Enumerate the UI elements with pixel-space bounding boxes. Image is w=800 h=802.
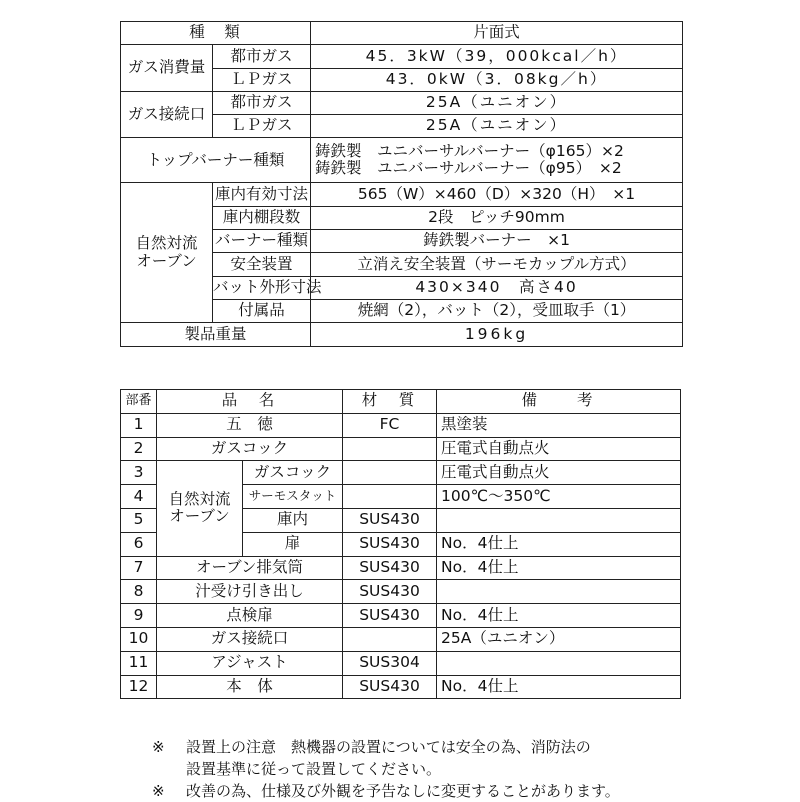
- top-burner-line: 鋳鉄製 ユニバーサルバーナー（φ95） ×2: [315, 159, 622, 178]
- note-continuation: 設置基準に従って設置してください。: [186, 760, 442, 778]
- header-no: 部番: [121, 390, 157, 414]
- part-remarks: 100℃～350℃: [437, 485, 681, 509]
- spec-value: 2段 ピッチ90mm: [311, 206, 683, 229]
- part-no: 9: [121, 604, 157, 628]
- spec-sub-label: 都市ガス: [213, 91, 311, 114]
- part-name: ガスコック: [243, 461, 343, 485]
- table-row: [121, 413, 681, 437]
- part-name: ガス接続口: [157, 627, 343, 651]
- oven-label: [121, 183, 213, 323]
- spec-value: 430×340 高さ40: [311, 276, 683, 299]
- part-no: 5: [121, 508, 157, 532]
- spec-sub-label: 付属品: [213, 299, 311, 322]
- part-material: SUS430: [343, 532, 437, 556]
- spec-sub-label: ＬＰガス: [213, 68, 311, 91]
- part-remarks: 圧電式自動点火: [437, 437, 681, 461]
- part-remarks: [437, 508, 681, 532]
- part-material: SUS430: [343, 675, 437, 699]
- spec-header-label: 種 類: [121, 22, 311, 45]
- table-row: [121, 437, 681, 461]
- header-remarks: 備 考: [437, 390, 681, 414]
- part-remarks: 黒塗装: [437, 413, 681, 437]
- part-name: 五 徳: [157, 413, 343, 437]
- header-name: 品 名: [157, 390, 343, 414]
- part-material: [343, 627, 437, 651]
- part-remarks: No．4仕上: [437, 556, 681, 580]
- spec-value: 鋳鉄製バーナー ×1: [311, 230, 683, 253]
- part-no: 10: [121, 627, 157, 651]
- note-text: 設置上の注意 熱機器の設置については安全の為、消防法の: [186, 738, 591, 756]
- part-no: 6: [121, 532, 157, 556]
- note-mark: ※: [152, 738, 165, 756]
- spec-sub-label: バット外形寸法: [213, 276, 311, 299]
- part-material: SUS430: [343, 508, 437, 532]
- part-material: FC: [343, 413, 437, 437]
- weight-value: 196kg: [311, 323, 683, 346]
- part-remarks: No．4仕上: [437, 604, 681, 628]
- part-remarks: [437, 580, 681, 604]
- part-no: 7: [121, 556, 157, 580]
- part-name: 汁受け引き出し: [157, 580, 343, 604]
- spec-sub-label: 庫内棚段数: [213, 206, 311, 229]
- oven-group-line: オーブン: [169, 507, 230, 526]
- part-no: 1: [121, 413, 157, 437]
- part-no: 4: [121, 485, 157, 509]
- spec-sub-label: 庫内有効寸法: [213, 183, 311, 206]
- spec-header-row: [121, 22, 683, 45]
- part-name: 点検扉: [157, 604, 343, 628]
- note-item: [152, 736, 712, 758]
- table-row: [121, 556, 681, 580]
- part-material: SUS430: [343, 580, 437, 604]
- gas-consumption-label: ガス消費量: [121, 45, 213, 92]
- oven-group-line: 自然対流: [168, 489, 231, 508]
- spec-header-value: 片面式: [311, 22, 683, 45]
- part-material: SUS430: [343, 604, 437, 628]
- gas-connection-label: ガス接続口: [121, 91, 213, 138]
- spec-sub-label: バーナー種類: [213, 230, 311, 253]
- part-name: オーブン排気筒: [157, 556, 343, 580]
- spec-value: 焼網（2），バット（2），受皿取手（1）: [311, 299, 683, 322]
- oven-group-label: [157, 461, 243, 556]
- part-name: サーモスタット: [243, 485, 343, 509]
- oven-label-line: オーブン: [136, 251, 197, 270]
- part-remarks: No．4仕上: [437, 675, 681, 699]
- spec-row: [121, 183, 683, 206]
- part-no: 8: [121, 580, 157, 604]
- spec-value: 45．3kW（39，000kcal／h）: [311, 45, 683, 68]
- spec-table: [120, 21, 683, 347]
- part-remarks: [437, 651, 681, 675]
- parts-table: [120, 389, 681, 699]
- part-remarks: No．4仕上: [437, 532, 681, 556]
- part-remarks: 25A（ユニオン）: [437, 627, 681, 651]
- parts-header-row: [121, 390, 681, 414]
- note-mark: ※: [152, 782, 165, 800]
- spec-value: 565（W）×460（D）×320（H） ×1: [311, 183, 683, 206]
- part-material: [343, 461, 437, 485]
- part-material: [343, 485, 437, 509]
- spec-value: 立消え安全装置（サーモカップル方式）: [311, 253, 683, 276]
- top-burner-value: [311, 138, 683, 183]
- spec-sub-label: ＬＰガス: [213, 115, 311, 138]
- spec-sub-label: 安全装置: [213, 253, 311, 276]
- oven-label-line: 自然対流: [135, 234, 198, 253]
- notes: [152, 736, 712, 802]
- table-row: [121, 604, 681, 628]
- part-no: 12: [121, 675, 157, 699]
- note-item: [152, 780, 712, 802]
- part-material: SUS430: [343, 556, 437, 580]
- part-name: アジャスト: [157, 651, 343, 675]
- part-no: 3: [121, 461, 157, 485]
- header-material: 材 質: [343, 390, 437, 414]
- table-row: [121, 461, 681, 485]
- table-row: [121, 675, 681, 699]
- table-row: [121, 651, 681, 675]
- spec-row: [121, 138, 683, 183]
- part-name: 扉: [243, 532, 343, 556]
- note-text: 改善の為、仕様及び外観を予告なしに変更することがあります。: [186, 782, 620, 800]
- top-burner-label: トップバーナー種類: [121, 138, 311, 183]
- part-remarks: 圧電式自動点火: [437, 461, 681, 485]
- spec-value: 25A（ユニオン）: [311, 91, 683, 114]
- table-row: [121, 627, 681, 651]
- spec-value: 25A（ユニオン）: [311, 115, 683, 138]
- spec-row: [121, 91, 683, 114]
- part-name: 庫内: [243, 508, 343, 532]
- part-material: [343, 437, 437, 461]
- top-burner-line: 鋳鉄製 ユニバーサルバーナー（φ165）×2: [315, 141, 624, 160]
- spec-value: 43．0kW（3．08kg／h）: [311, 68, 683, 91]
- spec-row: [121, 323, 683, 346]
- spec-sub-label: 都市ガス: [213, 45, 311, 68]
- part-no: 2: [121, 437, 157, 461]
- spec-row: [121, 45, 683, 68]
- table-row: [121, 580, 681, 604]
- part-name: 本 体: [157, 675, 343, 699]
- part-name: ガスコック: [157, 437, 343, 461]
- part-material: SUS304: [343, 651, 437, 675]
- weight-label: 製品重量: [121, 323, 311, 346]
- part-no: 11: [121, 651, 157, 675]
